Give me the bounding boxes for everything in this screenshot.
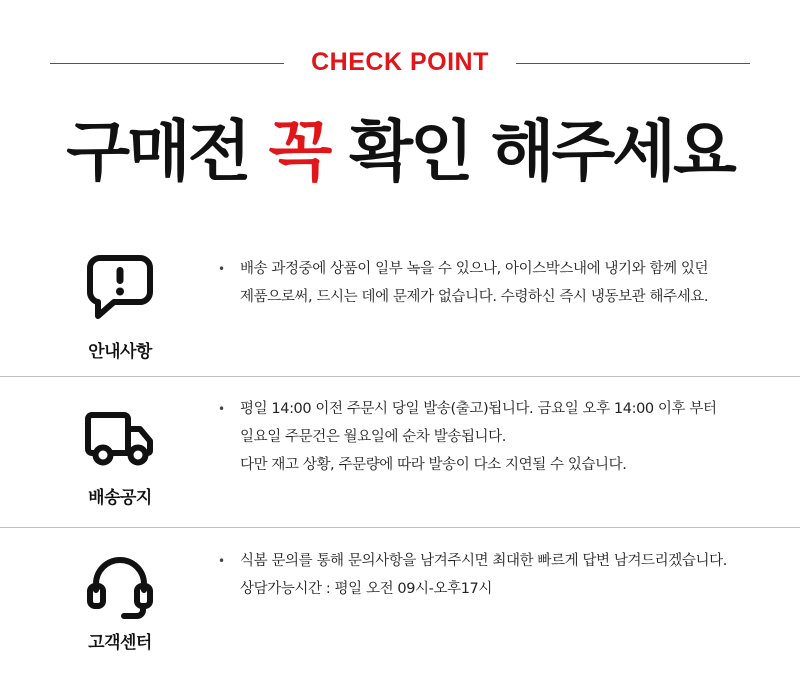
notice-icon-column (60, 228, 180, 376)
customer-center-line: 식봄 문의를 통해 문의사항을 남겨주시면 최대한 빠르게 답변 남겨드리겠습니다. (240, 553, 727, 569)
title-part-1: 구매전 (66, 113, 269, 190)
title-part-2: 확인 해주세요 (329, 113, 734, 190)
notice-section (0, 228, 800, 376)
bullet: • (218, 262, 225, 276)
delivery-line: 평일 14:00 이전 주문시 당일 발송(출고)됩니다. 금요일 오후 14:00 이후 부터 (240, 401, 717, 417)
notice-caption: 안내사항 (88, 342, 152, 362)
check-point-header (0, 44, 800, 84)
alert-speech-bubble-icon (84, 252, 156, 324)
customer-center-caption: 고객센터 (88, 633, 152, 653)
title-accent: 꼭 (268, 113, 330, 190)
header-right-rule (516, 63, 750, 64)
delivery-line: 다만 재고 상황, 주문량에 따라 발송이 다소 지연될 수 있습니다. (240, 457, 627, 473)
delivery-section (0, 377, 800, 527)
headset-icon (84, 550, 156, 622)
notice-line: 제품으로써, 드시는 데에 문제가 없습니다. 수령하신 즉시 냉동보관 해주세요. (240, 289, 709, 305)
notice-line: 배송 과정중에 상품이 일부 녹을 수 있으나, 아이스박스내에 냉기와 함께 있던 (240, 261, 709, 277)
bullet: • (218, 554, 225, 568)
delivery-truck-icon (84, 401, 156, 473)
customer-center-section (0, 528, 800, 674)
check-point-label: CHECK POINT (311, 48, 489, 76)
delivery-line: 일요일 주문건은 월요일에 순차 발송됩니다. (240, 429, 506, 445)
customer-center-line: 상담가능시간 : 평일 오전 09시-오후17시 (240, 581, 492, 597)
bullet: • (218, 402, 225, 416)
page-title (0, 112, 800, 192)
customer-center-icon-column (60, 528, 180, 674)
delivery-caption: 배송공지 (88, 488, 152, 508)
delivery-icon-column (60, 377, 180, 527)
